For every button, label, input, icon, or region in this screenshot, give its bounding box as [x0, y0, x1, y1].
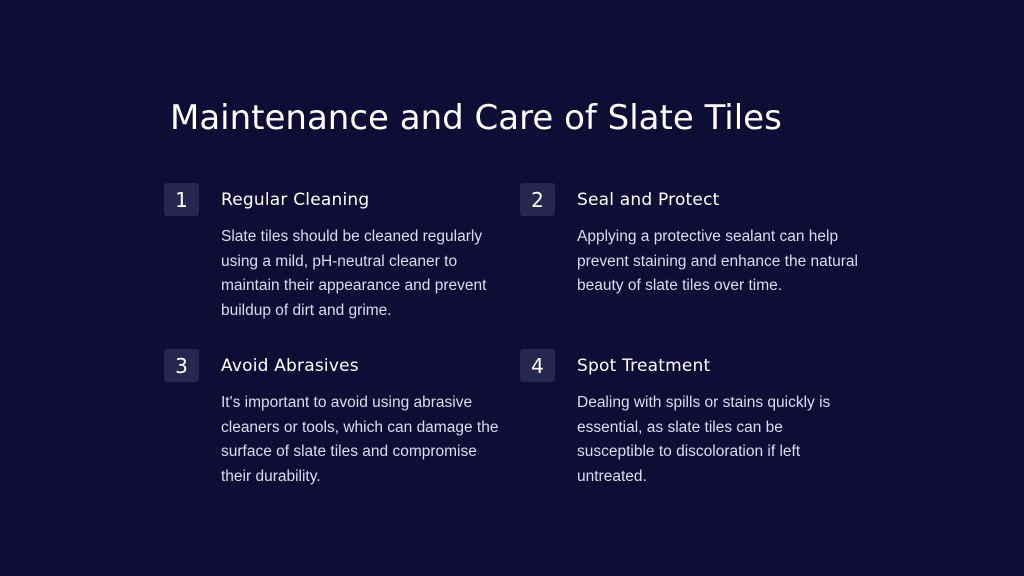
number-badge: 1 — [164, 183, 199, 216]
item-heading: Seal and Protect — [577, 190, 720, 210]
number-badge: 4 — [520, 349, 555, 382]
number-badge: 2 — [520, 183, 555, 216]
item-description: Slate tiles should be cleaned regularly using a mild, pH-neutral cleaner to maintain their appearance and prevent buildup of dirt and grime. — [221, 228, 487, 319]
number-badge: 3 — [164, 349, 199, 382]
slide-title: Maintenance and Care of Slate Tiles — [170, 98, 782, 138]
item-heading: Avoid Abrasives — [221, 356, 359, 376]
item-description: Applying a protective sealant can help prevent staining and enhance the natural beauty of slate tiles over time. — [577, 228, 858, 295]
item-heading: Spot Treatment — [577, 356, 711, 376]
item-heading: Regular Cleaning — [221, 190, 370, 210]
item-description: It's important to avoid using abrasive cleaners or tools, which can damage the surface of slate tiles and compromise their durability. — [221, 394, 499, 485]
item-description: Dealing with spills or stains quickly is essential, as slate tiles can be susceptible to discoloration if left untreated. — [577, 394, 831, 485]
